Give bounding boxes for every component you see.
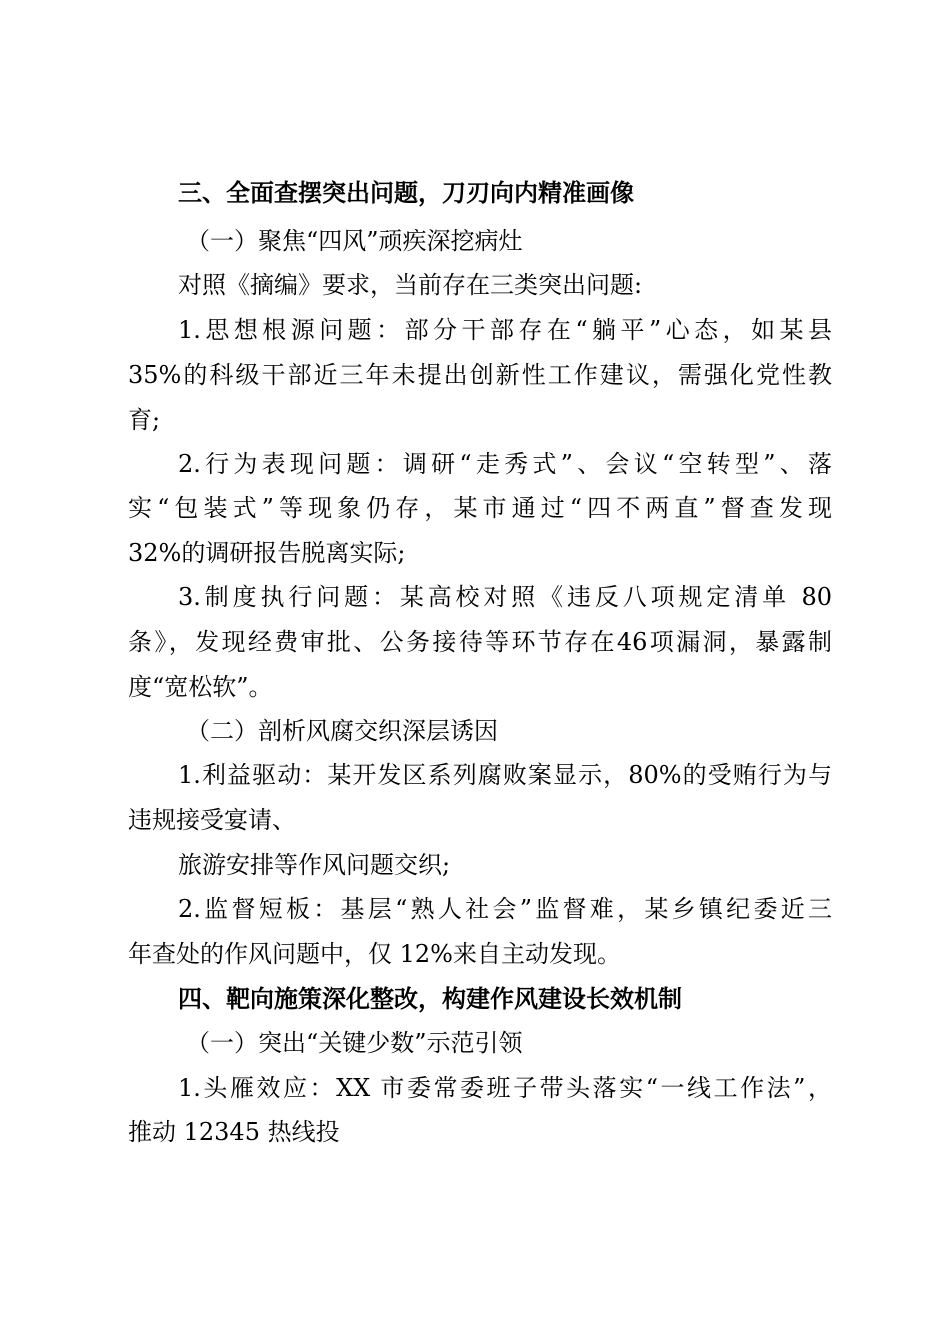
paragraph-line: 对照《摘编》要求，当前存在三类突出问题:: [178, 271, 643, 299]
paragraph-line: 条》，发现经费审批、公务接待等环节存在46项漏洞，暴露制: [128, 628, 832, 656]
paragraph-line: 推动 12345 热线投: [128, 1118, 340, 1146]
paragraph-line: 1.利益驱动：某开发区系列腐败案显示，80%的受贿行为与: [178, 761, 832, 789]
paragraph-line: 32%的调研报告脱离实际;: [128, 539, 406, 567]
paragraph-line: 2.行为表现问题：调研“走秀式”、会议“空转型”、落: [178, 450, 832, 478]
paragraph-line: 35%的科级干部近三年未提出创新性工作建议，需强化党性教: [128, 361, 832, 389]
paragraph-line: 3.制度执行问题：某高校对照《违反八项规定清单 80: [178, 583, 832, 611]
subheading-3-1: （一）聚焦“四风”顽疾深挖病灶: [186, 227, 523, 255]
paragraph-line: 1.思想根源问题：部分干部存在“躺平”心态，如某县: [178, 316, 832, 344]
paragraph-line: 违规接受宴请、: [128, 806, 296, 834]
subheading-4-1: （一）突出“关键少数”示范引领: [186, 1029, 523, 1057]
section-heading-3: 三、全面查摆突出问题，刀刃向内精准画像: [178, 178, 634, 207]
paragraph-line: 实“包装式”等现象仍存，某市通过“四不两直”督查发现: [128, 494, 832, 522]
subheading-3-2: （二）剖析风腐交织深层诱因: [186, 717, 498, 745]
paragraph-line: 旅游安排等作风问题交织;: [178, 851, 451, 879]
paragraph-line: 度“宽松软”。: [128, 673, 273, 701]
paragraph-line: 年查处的作风问题中，仅 12%来自主动发现。: [128, 940, 621, 968]
paragraph-line: 2.监督短板：基层“熟人社会”监督难，某乡镇纪委近三: [178, 895, 832, 923]
section-heading-4: 四、靶向施策深化整改，构建作风建设长效机制: [178, 984, 682, 1013]
paragraph-line: 育;: [128, 406, 161, 434]
paragraph-line: 1.头雁效应：XX 市委常委班子带头落实“一线工作法”，: [178, 1074, 832, 1102]
